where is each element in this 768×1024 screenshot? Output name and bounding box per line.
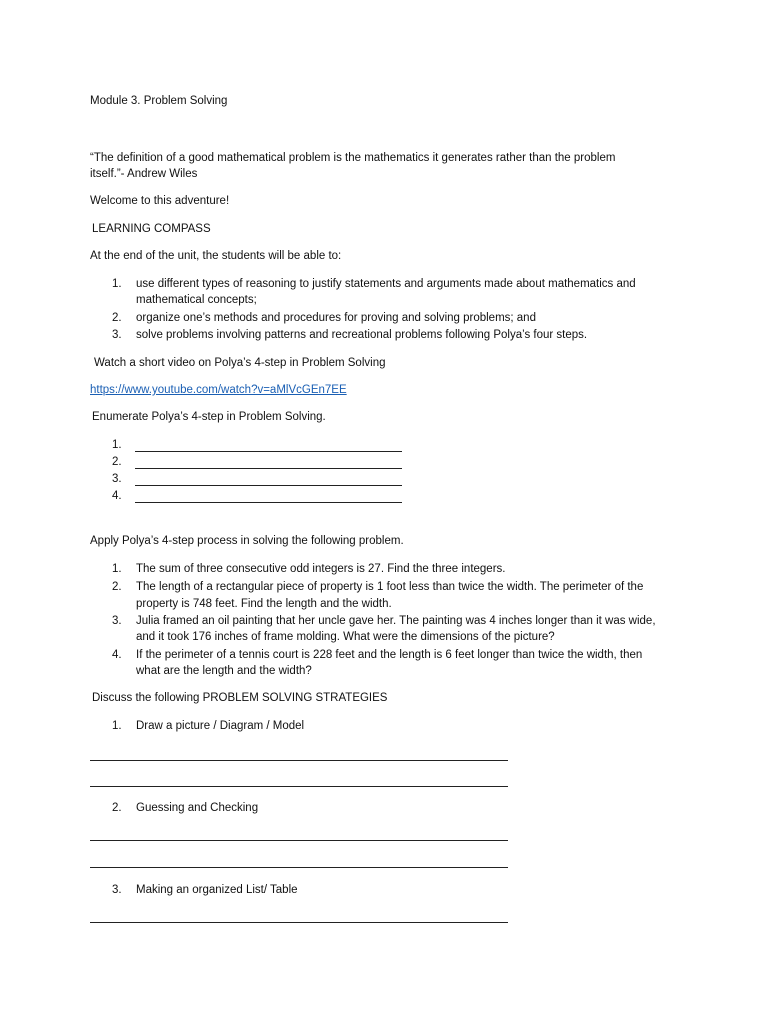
answer-line[interactable] — [90, 867, 508, 868]
problem-number: 2. — [112, 581, 122, 593]
objective-line: organize one’s methods and procedures for proving and solving problems; and — [136, 312, 536, 324]
answer-blank[interactable] — [135, 468, 402, 469]
objectives-intro: At the end of the unit, the students will be able to: — [90, 250, 342, 262]
problem-line: property is 748 feet. Find the length and the width. — [136, 598, 392, 610]
video-prompt: Watch a short video on Polya’s 4-step in Problem Solving — [94, 357, 386, 369]
answer-line[interactable] — [90, 840, 508, 841]
strategy-label: Making an organized List/ Table — [136, 884, 298, 896]
problem-line: and it took 176 inches of frame molding. What were the dimensions of the picture? — [136, 631, 555, 643]
problem-number: 1. — [112, 563, 122, 575]
objective-number: 2. — [112, 312, 122, 324]
page-title: Module 3. Problem Solving — [90, 95, 228, 107]
learning-compass-heading: LEARNING COMPASS — [92, 223, 211, 235]
enumerate-prompt: Enumerate Polya’s 4-step in Problem Solving. — [92, 411, 326, 423]
strategy-number: 1. — [112, 720, 122, 732]
answer-blank[interactable] — [135, 485, 402, 486]
enumerate-number: 4. — [112, 490, 122, 502]
problem-line: If the perimeter of a tennis court is 228 feet and the length is 6 feet longer than twice the width, then — [136, 649, 643, 661]
objective-line: use different types of reasoning to justify statements and arguments made about mathematics and — [136, 278, 636, 290]
enumerate-number: 3. — [112, 473, 122, 485]
objective-line: mathematical concepts; — [136, 294, 257, 306]
strategy-number: 3. — [112, 884, 122, 896]
strategy-label: Draw a picture / Diagram / Model — [136, 720, 305, 732]
strategy-number: 2. — [112, 802, 122, 814]
enumerate-number: 1. — [112, 439, 122, 451]
answer-line[interactable] — [90, 922, 508, 923]
enumerate-number: 2. — [112, 456, 122, 468]
problem-line: The length of a rectangular piece of property is 1 foot less than twice the width. The perimeter of the — [136, 581, 644, 593]
problem-number: 3. — [112, 615, 122, 627]
objective-line: solve problems involving patterns and recreational problems following Polya’s four steps. — [136, 329, 588, 341]
objective-number: 1. — [112, 278, 122, 290]
video-link[interactable]: https://www.youtube.com/watch?v=aMlVcGEn7EE — [90, 384, 347, 396]
problem-line: what are the length and the width? — [136, 665, 312, 677]
answer-line[interactable] — [90, 786, 508, 787]
problem-line: Julia framed an oil painting that her uncle gave her. The painting was 4 inches longer than it was wide, — [136, 615, 656, 627]
objective-number: 3. — [112, 329, 122, 341]
quote-line-1: “The definition of a good mathematical problem is the mathematics it generates rather than the problem — [90, 152, 616, 164]
welcome-text: Welcome to this adventure! — [90, 195, 230, 207]
problem-number: 4. — [112, 649, 122, 661]
answer-line[interactable] — [90, 760, 508, 761]
quote-line-2: itself.”- Andrew Wiles — [90, 168, 198, 180]
discuss-prompt: Discuss the following PROBLEM SOLVING STRATEGIES — [92, 692, 388, 704]
answer-blank[interactable] — [135, 502, 402, 503]
strategy-label: Guessing and Checking — [136, 802, 259, 814]
answer-blank[interactable] — [135, 451, 402, 452]
problem-line: The sum of three consecutive odd integers is 27. Find the three integers. — [136, 563, 506, 575]
apply-prompt: Apply Polya’s 4-step process in solving the following problem. — [90, 535, 404, 547]
